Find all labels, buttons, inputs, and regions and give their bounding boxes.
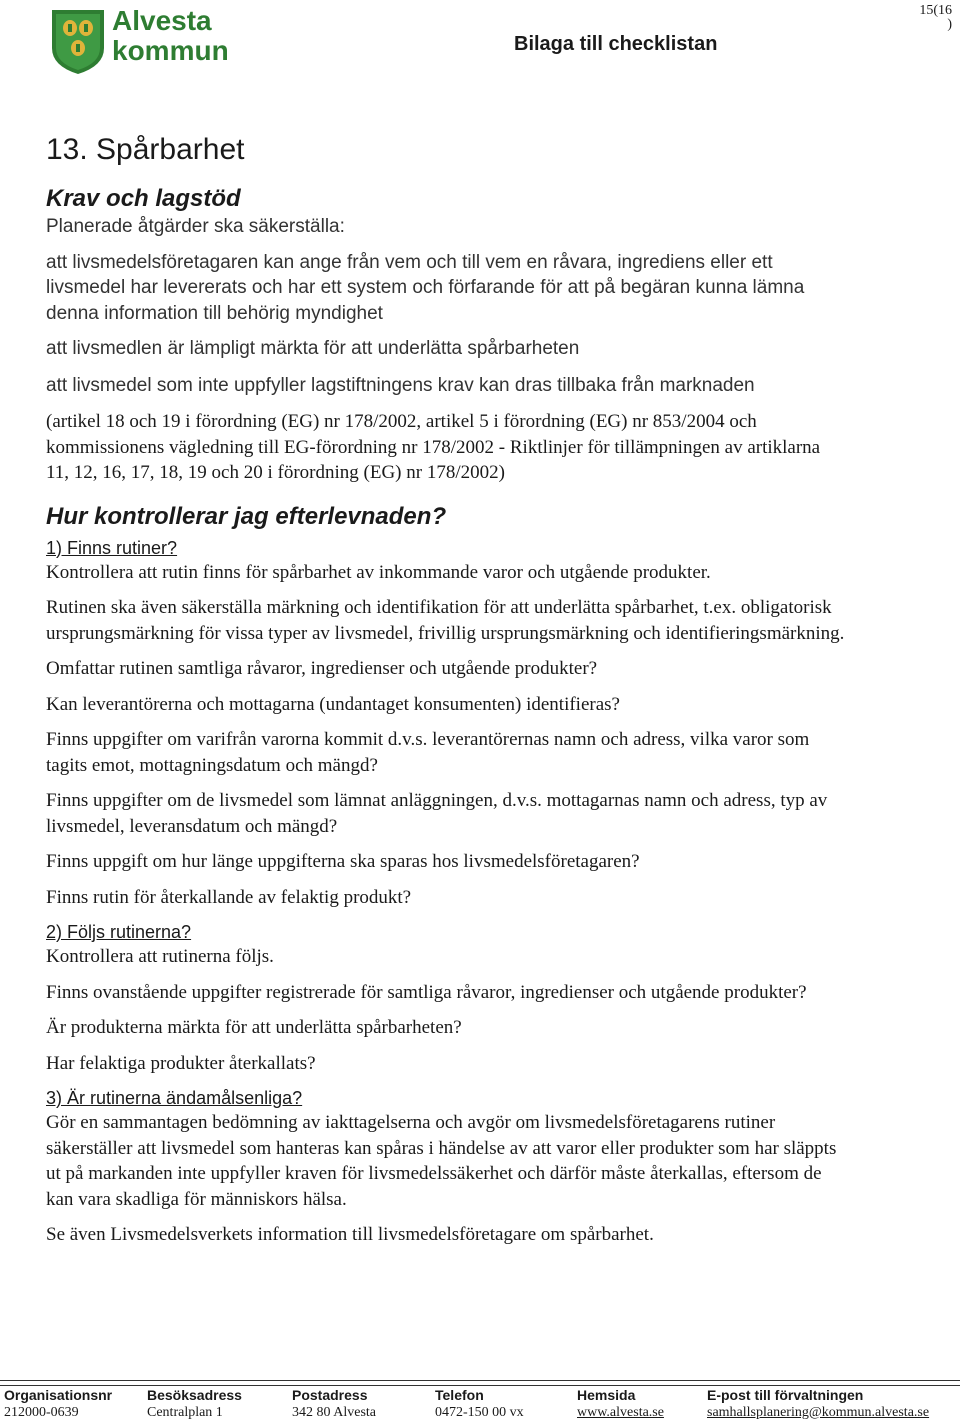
q1-paragraph: Rutinen ska även säkerställa märkning och identifikation för att underlätta spårbarhet, t.ex. obligatorisk ursprungsmärkning för vissa typer av livsmedel, frivillig ursprungsmärkning och identifieringsmärkning. xyxy=(46,597,845,644)
q2-paragraph: Kontrollera att rutinerna följs. xyxy=(46,946,274,967)
q3-paragraph: Gör en sammantagen bedömning av iakttagelserna och avgör om livsmedelsföretagarens rutiner säkerställer att livsmedel som hanteras kan spåras i händelse av att varor eller produkter som har släppts ut på markanden inte uppfyller kraven för livsmedelssäkerhet och därför måste återkallas, eftersom de kan vara skadliga för människors hälsa. xyxy=(46,1112,837,1210)
footer-label: Postadress xyxy=(292,1387,368,1403)
footer-value: Centralplan 1 xyxy=(147,1405,223,1420)
q1-paragraph: Kontrollera att rutin finns för spårbarhet av inkommande varor och utgående produkter. xyxy=(46,561,711,583)
section-heading: 13. Spårbarhet xyxy=(46,133,245,166)
requirement-item: att livsmedelsföretagaren kan ange från vem och till vem en råvara, ingrediens eller ett livsmedel har levererats och har ett system och förfarande för att på begäran kunna lämna denna information till behörig myndighet xyxy=(46,251,805,324)
alvesta-kommun-logo xyxy=(48,4,238,78)
question-2-title: 2) Följs rutinerna? xyxy=(46,922,192,942)
q2-paragraph: Finns ovanstående uppgifter registrerade för samtliga råvaror, ingredienser och utgående produkter? xyxy=(46,981,807,1003)
requirement-item: att livsmedlen är lämpligt märkta för att underlätta spårbarheten xyxy=(46,338,580,359)
footer-label: Telefon xyxy=(435,1387,484,1403)
section-subheading: Krav och lagstöd xyxy=(46,185,241,212)
q1-paragraph: Finns uppgifter om de livsmedel som lämnat anläggningen, d.v.s. mottagarnas namn och adress, typ av livsmedel, leveransdatum och mängd? xyxy=(46,790,828,837)
footer-value: 212000-0639 xyxy=(4,1405,79,1420)
q2-paragraph: Är produkterna märkta för att underlätta spårbarheten? xyxy=(46,1017,462,1038)
question-1-title: 1) Finns rutiner? xyxy=(46,537,178,558)
q1-paragraph: Finns rutin för återkallande av felaktig produkt? xyxy=(46,886,412,908)
footer-col-phone xyxy=(435,1386,524,1422)
q1-paragraph: Omfattar rutinen samtliga råvaror, ingredienser och utgående produkter? xyxy=(46,658,598,679)
footer-label: Besöksadress xyxy=(147,1387,242,1403)
page-number xyxy=(919,4,952,32)
intro-text: Planerade åtgärder ska säkerställa: xyxy=(46,216,345,237)
q2-paragraph: Har felaktiga produkter återkallats? xyxy=(46,1052,316,1074)
footer-col-postal xyxy=(292,1386,376,1422)
footer-col-website xyxy=(577,1386,664,1422)
footer-value: 342 80 Alvesta xyxy=(292,1405,376,1420)
footer-col-visit xyxy=(147,1386,242,1422)
logo-text-alvesta: Alvesta xyxy=(112,5,212,36)
footer-label: E-post till förvaltningen xyxy=(707,1387,864,1403)
q1-paragraph: Finns uppgifter om varifrån varorna kommit d.v.s. leverantörernas namn och adress, vilka varor som tagits emot, mottagningsdatum och mängd? xyxy=(46,729,810,776)
legal-reference: (artikel 18 och 19 i förordning (EG) nr 178/2002, artikel 5 i förordning (EG) nr 853/2004 och kommissionens vägledning till EG-förordning nr 178/2002 - Riktlinjer för tillämpningen av artiklarna 11, 12, 16, 17, 18, 19 och 20 i förordning (EG) nr 178/2002) xyxy=(46,411,821,483)
q1-paragraph: Finns uppgift om hur länge uppgifterna ska sparas hos livsmedelsföretagaren? xyxy=(46,851,640,872)
logo-text-kommun: kommun xyxy=(112,35,229,66)
control-heading: Hur kontrollerar jag efterlevnaden? xyxy=(46,502,447,530)
footer-col-email xyxy=(707,1386,929,1422)
document-title: Bilaga till checklistan xyxy=(514,33,718,55)
main-content xyxy=(46,130,846,1248)
q1-paragraph: Kan leverantörerna och mottagarna (undantaget konsumenten) identifieras? xyxy=(46,693,620,715)
footer-label: Hemsida xyxy=(577,1387,636,1403)
page-number-value: 15(16 xyxy=(919,3,952,18)
footer-value: 0472-150 00 vx xyxy=(435,1405,524,1420)
website-link[interactable]: www.alvesta.se xyxy=(577,1405,664,1420)
footer-label: Organisationsnr xyxy=(4,1387,113,1403)
q3-paragraph: Se även Livsmedelsverkets information till livsmedelsföretagare om spårbarhet. xyxy=(46,1224,654,1245)
question-3-title: 3) Är rutinerna ändamålsenliga? xyxy=(46,1088,303,1108)
page-number-close: ) xyxy=(947,17,952,32)
email-link[interactable]: samhallsplanering@kommun.alvesta.se xyxy=(707,1405,930,1420)
requirement-item: att livsmedel som inte uppfyller lagstiftningens krav kan dras tillbaka från marknaden xyxy=(46,374,755,396)
footer-col-orgnr xyxy=(4,1386,112,1422)
